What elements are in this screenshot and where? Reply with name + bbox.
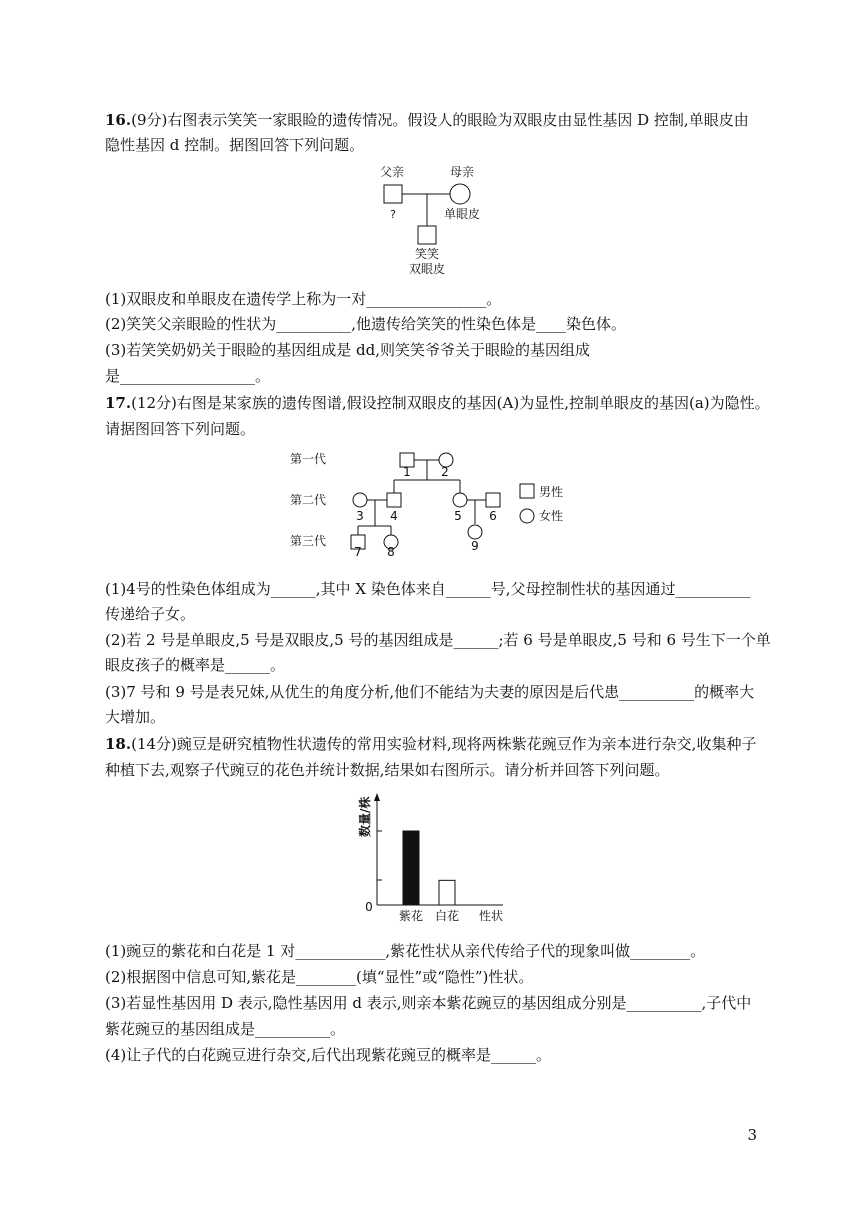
q18-part2: (2)根据图中信息可知,紫花是________(填“显性”或“隐性”)性状。: [105, 968, 534, 986]
q18-intro-line2: 种植下去,观察子代豌豆的花色并统计数据,结果如右图所示。请分析并回答下列问题。: [105, 761, 670, 779]
q17-part3-line2: 大增加。: [105, 708, 166, 726]
q17-part2-line2: 眼皮孩子的概率是______。: [105, 656, 286, 674]
q16-part3-line1: (3)若笑笑奶奶关于眼睑的基因组成是 dd,则笑笑爷爷关于眼睑的基因组成: [105, 341, 590, 359]
q18-part1: (1)豌豆的紫花和白花是 1 对____________,紫花性状从亲代传给子代的现象叫做________。: [105, 942, 706, 960]
q17-number: 17.: [105, 394, 132, 412]
bar-2: [439, 880, 455, 905]
q16-number: 16.: [105, 111, 132, 129]
q18-bar-chart: [355, 787, 515, 927]
child-trait: 双眼皮: [408, 262, 446, 276]
q17-part2-line1: (2)若 2 号是单眼皮,5 号是双眼皮,5 号的基因组成是______;若 6 号是单眼皮,5 号和 6 号生下一个单: [105, 631, 771, 649]
person-4-male: [387, 493, 401, 507]
y-axis-arrow: [374, 793, 380, 801]
page-number: 3: [747, 1126, 757, 1144]
svg-text:1: 1: [403, 465, 411, 479]
father-trait: ?: [390, 208, 396, 221]
gen2-label: 第二代: [290, 493, 327, 507]
gen1-label: 第一代: [290, 452, 327, 466]
q16-intro1: (9分)右图表示笑笑一家眼睑的遗传情况。假设人的眼睑为双眼皮由显性基因 D 控制,单眼皮由: [131, 111, 749, 129]
q18-number: 18.: [105, 735, 132, 753]
svg-text:9: 9: [471, 539, 479, 553]
q16-part1: (1)双眼皮和单眼皮在遗传学上称为一对________________。: [105, 290, 502, 308]
svg-text:4: 4: [390, 509, 398, 523]
legend-female-circle: [520, 509, 534, 523]
father-square: [384, 185, 402, 203]
q18-intro1: (14分)豌豆是研究植物性状遗传的常用实验材料,现将两株紫花豌豆作为亲本进行杂交,收集种子: [131, 735, 757, 753]
person-3-female: [353, 493, 367, 507]
q17-part3-line1: (3)7 号和 9 号是表兄妹,从优生的角度分析,他们不能结为夫妻的原因是后代患__________的概率大: [105, 683, 755, 701]
svg-text:2: 2: [441, 465, 449, 479]
origin-label: 0: [365, 900, 373, 914]
q17-intro1: (12分)右图是某家族的遗传图谱,假设控制双眼皮的基因(A)为显性,控制单眼皮的基因(a)为隐性。: [131, 394, 770, 412]
legend-male-label: 男性: [539, 485, 564, 499]
bar-1: [403, 831, 419, 905]
q17-intro-line1: [105, 393, 770, 413]
svg-text:7: 7: [354, 545, 362, 556]
q16-part3-line2: 是__________________。: [105, 367, 271, 385]
category-label-2: 白花: [434, 909, 460, 923]
gen3-label: 第三代: [290, 534, 327, 548]
legend-male-square: [520, 484, 534, 498]
q18-part3-line2: 紫花豌豆的基因组成是__________。: [105, 1020, 346, 1038]
x-axis-label: 性状: [478, 909, 504, 923]
child-label: 笑笑: [414, 247, 440, 261]
q17-part1-line2: 传递给子女。: [105, 605, 196, 623]
q16-part2: (2)笑笑父亲眼睑的性状为__________,他遗传给笑笑的性染色体是____染色体。: [105, 315, 627, 333]
svg-text:5: 5: [454, 509, 462, 523]
person-5-female: [453, 493, 467, 507]
svg-text:6: 6: [489, 509, 497, 523]
q16-pedigree-figure: [370, 160, 500, 278]
svg-text:3: 3: [356, 509, 364, 523]
mother-label: 母亲: [449, 165, 475, 179]
q17-part1-line1: (1)4号的性染色体组成为______,其中 X 染色体来自______号,父母控制性状的基因通过__________: [105, 580, 751, 598]
mother-trait: 单眼皮: [443, 207, 481, 221]
legend-female-label: 女性: [539, 509, 564, 523]
child-square: [418, 226, 436, 244]
svg-text:8: 8: [387, 545, 395, 556]
q18-part4: (4)让子代的白花豌豆进行杂交,后代出现紫花豌豆的概率是______。: [105, 1046, 552, 1064]
category-label-1: 紫花: [398, 909, 424, 923]
mother-circle: [450, 184, 470, 204]
y-axis-label: 数量/株: [358, 796, 372, 837]
q18-part3-line1: (3)若显性基因用 D 表示,隐性基因用 d 表示,则亲本紫花豌豆的基因组成分别是__________,子代中: [105, 994, 752, 1012]
person-6-male: [486, 493, 500, 507]
q18-intro-line1: [105, 734, 756, 754]
q16-intro-line1: [105, 110, 749, 130]
q16-intro-line2: 隐性基因 d 控制。据图回答下列问题。: [105, 136, 365, 154]
person-9-female: [468, 525, 482, 539]
q17-intro-line2: 请据图回答下列问题。: [105, 420, 256, 438]
father-label: 父亲: [379, 165, 405, 179]
q17-pedigree-figure: [290, 444, 580, 556]
